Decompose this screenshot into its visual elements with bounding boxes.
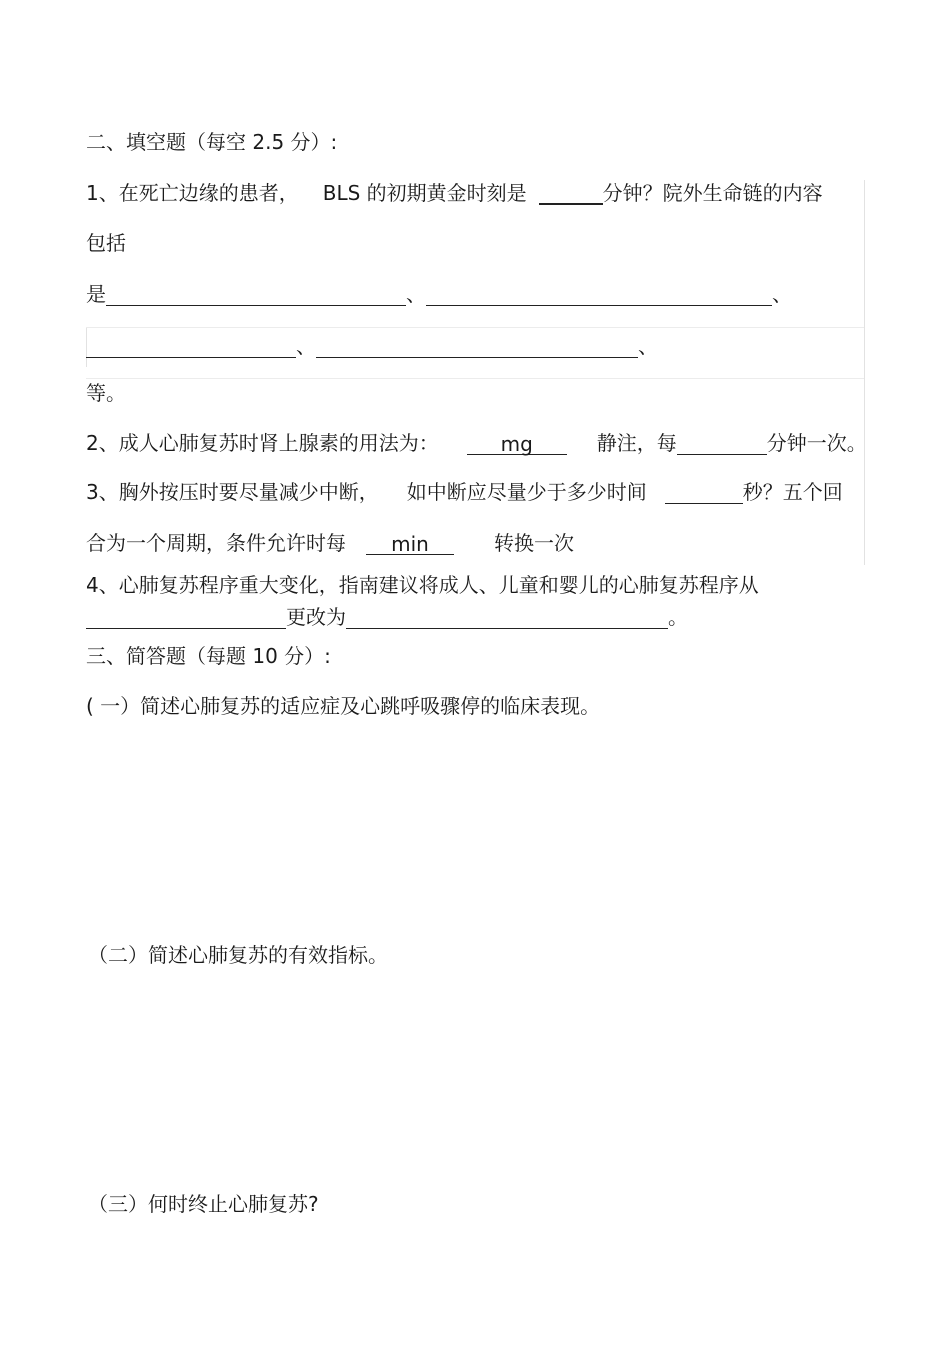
q3-seconds-blank[interactable] xyxy=(665,481,743,504)
q4-from-blank[interactable] xyxy=(86,606,286,629)
q1-text-b: BLS 的初期黄金时刻是 xyxy=(322,181,527,205)
table-border-top xyxy=(86,327,864,328)
short-answer-q1: ( 一）简述心肺复苏的适应症及心跳呼吸骤停的临床表现。 xyxy=(86,694,601,718)
q3-text-a: 3、胸外按压时要尽量减少中断， xyxy=(86,480,379,504)
chain-sep-4: 、 xyxy=(638,334,658,358)
q1-text-a: 1、在死亡边缘的患者， xyxy=(86,181,299,205)
q2-dose-blank[interactable] xyxy=(467,432,567,455)
table-border-mid xyxy=(86,378,864,379)
q2-suffix: 分钟一次。 xyxy=(766,431,867,455)
q3-text-c: 秒？五个回 xyxy=(742,480,843,504)
q1-line1 xyxy=(86,181,823,205)
chain-blank-1[interactable] xyxy=(106,283,406,306)
q2-interval-blank[interactable] xyxy=(677,432,767,455)
chain-blank-2[interactable] xyxy=(426,283,772,306)
chain-sep-1: 、 xyxy=(406,282,426,306)
q3-line2-a: 合为一个周期，条件允许时每 xyxy=(86,531,346,555)
q4-line1: 4、心肺复苏程序重大变化，指南建议将成人、儿童和婴儿的心肺复苏程序从 xyxy=(86,573,759,597)
chain-sep-2: 、 xyxy=(772,282,792,306)
q3-unit: min xyxy=(391,532,429,556)
q1-line3 xyxy=(86,282,792,306)
q3-minutes-blank[interactable] xyxy=(366,532,454,555)
q3-line2-b: 转换一次 xyxy=(494,531,574,555)
chain-sep-3: 、 xyxy=(296,334,316,358)
q2-line xyxy=(86,431,867,455)
q4-to-blank[interactable] xyxy=(346,606,668,629)
q3-line1 xyxy=(86,480,843,504)
short-answer-q3: （三）何时终止心肺复苏? xyxy=(88,1192,319,1216)
q3-line2 xyxy=(86,531,574,555)
q4-line2 xyxy=(86,605,688,629)
q1-text-c: 分钟？院外生命链的内容 xyxy=(602,181,823,205)
short-answer-q2: （二）简述心肺复苏的有效指标。 xyxy=(88,943,388,967)
q4-mid: 更改为 xyxy=(286,605,346,629)
q2-unit: mg xyxy=(500,432,533,456)
section2-heading: 二、填空题（每空 2.5 分）: xyxy=(86,130,338,154)
q1-line4 xyxy=(86,334,658,358)
q1-line2: 包括 xyxy=(86,231,126,255)
table-border-right xyxy=(864,180,865,565)
q2-mid: 静注，每 xyxy=(596,431,677,455)
q1-line3-prefix: 是 xyxy=(86,282,106,306)
q1-end: 等。 xyxy=(86,381,126,405)
q1-golden-time-blank[interactable] xyxy=(539,181,603,205)
q2-prefix: 2、成人心肺复苏时肾上腺素的用法为： xyxy=(86,431,439,455)
section3-heading: 三、简答题（每题 10 分）: xyxy=(86,644,331,668)
chain-blank-3[interactable] xyxy=(86,335,296,358)
chain-blank-4[interactable] xyxy=(316,335,638,358)
q3-text-b: 如中断应尽量少于多少时间 xyxy=(406,480,647,504)
q4-end: 。 xyxy=(668,605,688,629)
